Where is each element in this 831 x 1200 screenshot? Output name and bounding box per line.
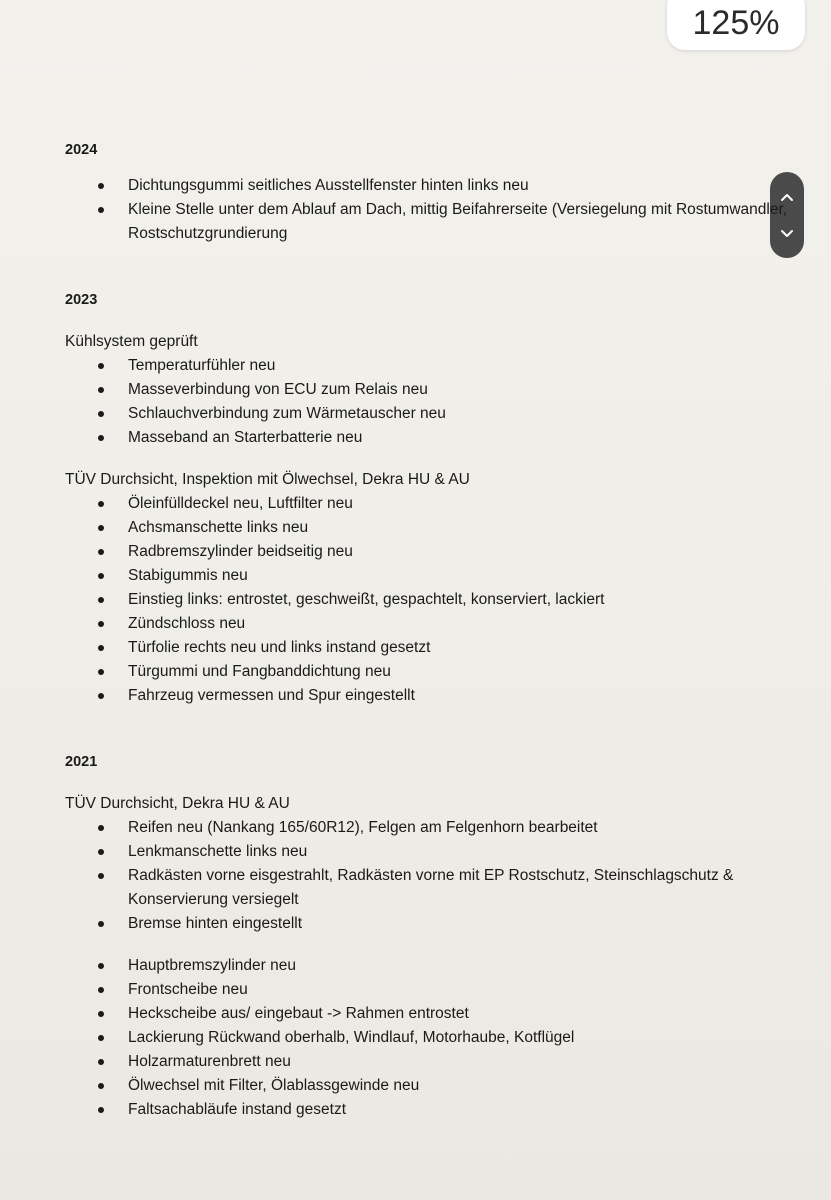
bullet-dot-icon: [98, 921, 104, 927]
bullet-dot-icon: [98, 573, 104, 579]
list-item: Dichtungsgummi seitliches Ausstellfenster hinten links neu: [65, 174, 805, 198]
bullet-dot-icon: [98, 387, 104, 393]
bullet-list: [65, 354, 805, 450]
list-item: Frontscheibe neu: [65, 978, 805, 1002]
bullet-dot-icon: [98, 183, 104, 189]
list-item: Türfolie rechts neu und links instand gesetzt: [65, 636, 805, 660]
bullet-dot-icon: [98, 693, 104, 699]
list-item: Lenkmanschette links neu: [65, 840, 805, 864]
bullet-dot-icon: [98, 207, 104, 213]
list-item: Radkästen vorne eisgestrahlt, Radkästen vorne mit EP Rostschutz, Steinschlagschutz & Konservierung versiegelt: [65, 864, 805, 912]
bullet-dot-icon: [98, 669, 104, 675]
bullet-list: [65, 816, 805, 936]
bullet-dot-icon: [98, 825, 104, 831]
list-item: Zündschloss neu: [65, 612, 805, 636]
bullet-list: [65, 174, 805, 246]
list-item: Ölwechsel mit Filter, Ölablassgewinde neu: [65, 1074, 805, 1098]
list-item: Radbremszylinder beidseitig neu: [65, 540, 805, 564]
bullet-dot-icon: [98, 363, 104, 369]
list-item: Bremse hinten eingestellt: [65, 912, 805, 936]
bullet-dot-icon: [98, 645, 104, 651]
group-heading: TÜV Durchsicht, Inspektion mit Ölwechsel, Dekra HU & AU: [65, 471, 470, 488]
bullet-dot-icon: [98, 1083, 104, 1089]
bullet-dot-icon: [98, 621, 104, 627]
bullet-list: [65, 954, 805, 1122]
list-item: Masseband an Starterbatterie neu: [65, 426, 805, 450]
zoom-level-badge[interactable]: 125%: [667, 0, 805, 50]
group-heading: Kühlsystem geprüft: [65, 333, 198, 350]
list-item: Öleinfülldeckel neu, Luftfilter neu: [65, 492, 805, 516]
list-item: Hauptbremszylinder neu: [65, 954, 805, 978]
list-item: Holzarmaturenbrett neu: [65, 1050, 805, 1074]
list-item: Einstieg links: entrostet, geschweißt, gespachtelt, konserviert, lackiert: [65, 588, 805, 612]
list-item: Lackierung Rückwand oberhalb, Windlauf, Motorhaube, Kotflügel: [65, 1026, 805, 1050]
bullet-dot-icon: [98, 435, 104, 441]
section-year: 2024: [65, 142, 98, 158]
list-item: Achsmanschette links neu: [65, 516, 805, 540]
bullet-dot-icon: [98, 549, 104, 555]
list-item: Faltsachabläufe instand gesetzt: [65, 1098, 805, 1122]
bullet-dot-icon: [98, 501, 104, 507]
list-item: Kleine Stelle unter dem Ablauf am Dach, mittig Beifahrerseite (Versiegelung mit Rostumwandler, Rostschutzgrundierung: [65, 198, 805, 246]
bullet-dot-icon: [98, 597, 104, 603]
list-item: Fahrzeug vermessen und Spur eingestellt: [65, 684, 805, 708]
list-item: Schlauchverbindung zum Wärmetauscher neu: [65, 402, 805, 426]
bullet-list: [65, 492, 805, 708]
bullet-dot-icon: [98, 987, 104, 993]
bullet-dot-icon: [98, 1059, 104, 1065]
bullet-dot-icon: [98, 1011, 104, 1017]
bullet-dot-icon: [98, 411, 104, 417]
group-heading: TÜV Durchsicht, Dekra HU & AU: [65, 795, 290, 812]
document-content: [65, 138, 805, 1122]
bullet-dot-icon: [98, 873, 104, 879]
bullet-dot-icon: [98, 963, 104, 969]
list-item: Reifen neu (Nankang 165/60R12), Felgen am Felgenhorn bearbeitet: [65, 816, 805, 840]
list-item: Temperaturfühler neu: [65, 354, 805, 378]
list-item: Masseverbindung von ECU zum Relais neu: [65, 378, 805, 402]
section-year: 2023: [65, 292, 98, 308]
section-year: 2021: [65, 754, 98, 770]
bullet-dot-icon: [98, 525, 104, 531]
list-item: Heckscheibe aus/ eingebaut -> Rahmen entrostet: [65, 1002, 805, 1026]
list-item: Türgummi und Fangbanddichtung neu: [65, 660, 805, 684]
list-item: Stabigummis neu: [65, 564, 805, 588]
bullet-dot-icon: [98, 1035, 104, 1041]
bullet-dot-icon: [98, 849, 104, 855]
bullet-dot-icon: [98, 1107, 104, 1113]
